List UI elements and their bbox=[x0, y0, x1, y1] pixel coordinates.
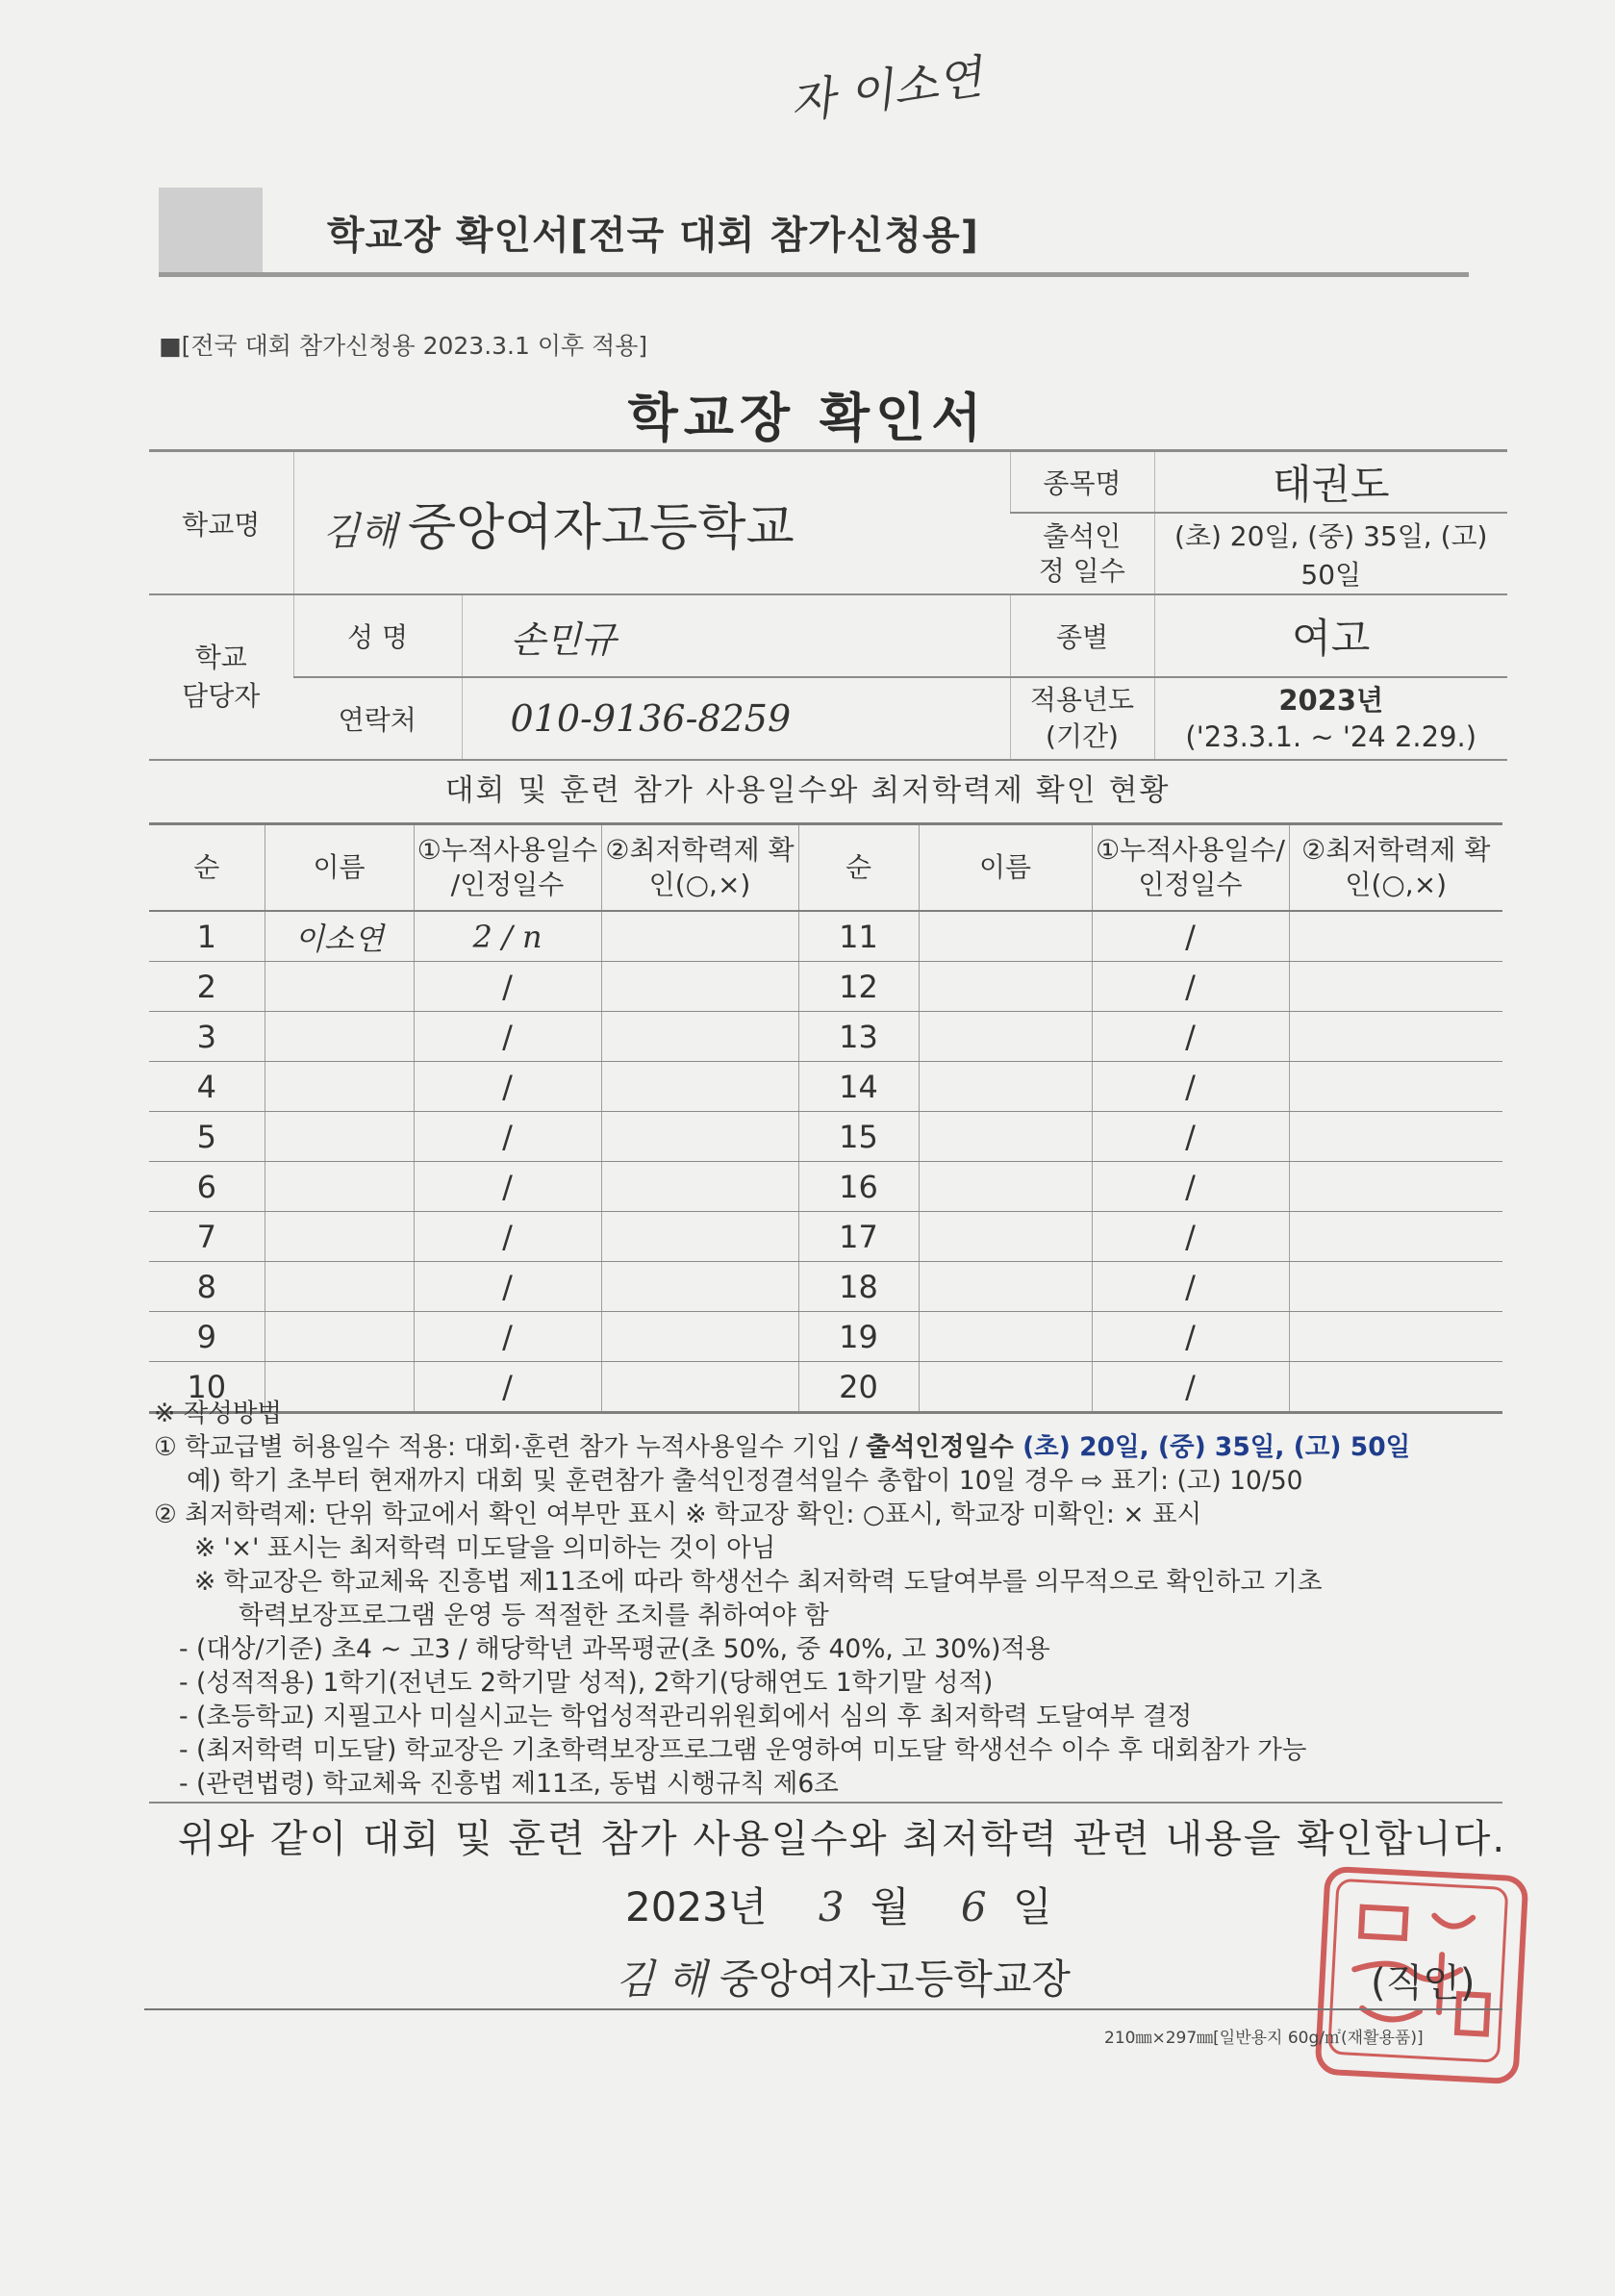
table-row bbox=[149, 911, 1502, 962]
row-check-2 bbox=[1289, 1212, 1502, 1262]
method-line: ② 최저학력제: 단위 학교에서 확인 여부만 표시 ※ 학교장 확인: ○표시, 학교장 미확인: × 표시 bbox=[154, 1500, 1202, 1529]
row-name-2 bbox=[919, 1012, 1092, 1062]
row-days: / bbox=[414, 1312, 601, 1362]
year-value: 2023년 bbox=[1278, 684, 1384, 717]
row-days: / bbox=[414, 1162, 601, 1212]
th-name-2: 이름 bbox=[919, 824, 1092, 912]
school-name-hand: 김해 bbox=[322, 510, 397, 554]
row-number-2: 11 bbox=[798, 911, 919, 962]
header-gray-block bbox=[159, 188, 263, 276]
row-days: / bbox=[414, 1062, 601, 1112]
name-label: 성 명 bbox=[293, 594, 462, 677]
row-name-2 bbox=[919, 1062, 1092, 1112]
row-days-2: / bbox=[1092, 1212, 1289, 1262]
row-check bbox=[601, 1162, 798, 1212]
table-row bbox=[149, 1112, 1502, 1162]
row-days-2: / bbox=[1092, 1162, 1289, 1212]
row-number: 4 bbox=[149, 1062, 265, 1112]
attendance-value: (초) 20일, (중) 35일, (고) 50일 bbox=[1154, 513, 1507, 594]
row-days-2: / bbox=[1092, 1312, 1289, 1362]
row-number-2: 15 bbox=[798, 1112, 919, 1162]
row-number: 3 bbox=[149, 1012, 265, 1062]
date-day-label: 일 bbox=[1012, 1883, 1052, 1930]
row-name-2 bbox=[919, 1112, 1092, 1162]
row-name bbox=[265, 1062, 414, 1112]
row-number: 6 bbox=[149, 1162, 265, 1212]
confirm-text: 위와 같이 대회 및 훈련 참가 사용일수와 최저학력 관련 내용을 확인합니다. bbox=[178, 1817, 1507, 1861]
row-days: / bbox=[414, 1212, 601, 1262]
confirm-rule bbox=[149, 1802, 1502, 1804]
seal-label: (직인) bbox=[1371, 1961, 1476, 2006]
sub-note: ■[전국 대회 참가신청용 2023.3.1 이후 적용] bbox=[159, 332, 648, 360]
th-check: ②최저학력제 확인(○,×) bbox=[601, 824, 798, 912]
row-name bbox=[265, 1112, 414, 1162]
row-number-2: 16 bbox=[798, 1162, 919, 1212]
principal-hand: 김 해 bbox=[616, 1955, 707, 2003]
row-check-2 bbox=[1289, 1012, 1502, 1062]
row-days-2: / bbox=[1092, 1262, 1289, 1312]
type-value: 여고 bbox=[1154, 594, 1507, 677]
method-line: - (대상/기준) 초4 ~ 고3 / 해당학년 과목평균(초 50%, 중 40%, 고 30%)적용 bbox=[179, 1634, 1050, 1664]
row-days: / bbox=[414, 1112, 601, 1162]
writing-method bbox=[154, 1397, 1501, 1801]
table-row bbox=[149, 1162, 1502, 1212]
principal-line bbox=[616, 1948, 1071, 2006]
row-name bbox=[265, 962, 414, 1012]
date-year: 2023년 bbox=[625, 1883, 768, 1930]
year-period: ('23.3.1. ~ '24 2.29.) bbox=[1185, 720, 1477, 753]
row-check bbox=[601, 1212, 798, 1262]
row-days-2: / bbox=[1092, 911, 1289, 962]
table-row bbox=[149, 962, 1502, 1012]
row-name-2 bbox=[919, 1162, 1092, 1212]
table-row bbox=[149, 1012, 1502, 1062]
method-line: ① 학교급별 허용일수 적용: 대회·훈련 참가 누적사용일수 기입 / 출석인정일수 (초) 20일, (중) 35일, (고) 50일 bbox=[154, 1432, 1411, 1462]
contact-value: 010-9136-8259 bbox=[462, 677, 1010, 760]
row-days: / bbox=[414, 1012, 601, 1062]
date-day: 6 bbox=[960, 1883, 987, 1930]
participation-rows bbox=[149, 911, 1502, 1413]
row-number: 9 bbox=[149, 1312, 265, 1362]
type-label: 종별 bbox=[1010, 594, 1154, 677]
th-no-2: 순 bbox=[798, 824, 919, 912]
row-number: 1 bbox=[149, 911, 265, 962]
table-row bbox=[149, 1312, 1502, 1362]
date-month-label: 월 bbox=[870, 1883, 910, 1930]
row-name-2 bbox=[919, 962, 1092, 1012]
table-row bbox=[149, 1212, 1502, 1262]
bottom-rule bbox=[144, 2008, 1502, 2010]
row-number: 10 bbox=[149, 1362, 265, 1413]
doc-title: 학교장 확인서 bbox=[627, 388, 988, 448]
row-number-2: 18 bbox=[798, 1262, 919, 1312]
row-days-2: / bbox=[1092, 1362, 1289, 1413]
participation-table bbox=[149, 822, 1502, 1414]
row-name-2 bbox=[919, 1262, 1092, 1312]
header-bar bbox=[159, 188, 1467, 276]
status-title: 대회 및 훈련 참가 사용일수와 최저학력제 확인 현황 bbox=[444, 773, 1171, 808]
row-name bbox=[265, 1312, 414, 1362]
row-number-2: 19 bbox=[798, 1312, 919, 1362]
table-row bbox=[149, 1062, 1502, 1112]
method-line: - (최저학력 미도달) 학교장은 기초학력보장프로그램 운영하여 미도달 학생선수 이수 후 대회참가 가능 bbox=[179, 1735, 1307, 1765]
row-check bbox=[601, 911, 798, 962]
row-days-2: / bbox=[1092, 1112, 1289, 1162]
row-days-2: / bbox=[1092, 1012, 1289, 1062]
row-check-2 bbox=[1289, 1312, 1502, 1362]
school-label: 학교명 bbox=[149, 451, 293, 595]
method-line: - (관련법령) 학교체육 진흥법 제11조, 동법 시행규칙 제6조 bbox=[179, 1769, 839, 1799]
year-label: 적용년도 (기간) bbox=[1010, 677, 1154, 760]
method-title: ※ 작성방법 bbox=[154, 1399, 283, 1428]
date-line bbox=[625, 1876, 1052, 1933]
school-name-cell bbox=[293, 451, 1010, 595]
method-line: - (성적적용) 1학기(전년도 2학기말 성적), 2학기(당해연도 1학기말 성적) bbox=[179, 1668, 994, 1698]
th-check-2: ②최저학력제 확인(○,×) bbox=[1289, 824, 1502, 912]
method-line: - (초등학교) 지필고사 미실시교는 학업성적관리위원회에서 심의 후 최저학력 도달여부 결정 bbox=[179, 1702, 1193, 1731]
row-check bbox=[601, 1012, 798, 1062]
handwritten-top-note: 자 이소연 bbox=[786, 50, 986, 131]
row-number-2: 17 bbox=[798, 1212, 919, 1262]
row-check-2 bbox=[1289, 962, 1502, 1012]
th-days: ①누적사용일수 /인정일수 bbox=[414, 824, 601, 912]
principal-print: 중앙여자고등학교장 bbox=[719, 1955, 1072, 2003]
method-line: ※ 학교장은 학교체육 진흥법 제11조에 따라 학생선수 최저학력 도달여부를 의무적으로 확인하고 기초 bbox=[194, 1567, 1323, 1597]
row-name-2 bbox=[919, 911, 1092, 962]
row-name bbox=[265, 1212, 414, 1262]
row-number: 8 bbox=[149, 1262, 265, 1312]
row-check-2 bbox=[1289, 1112, 1502, 1162]
row-name: 이소연 bbox=[265, 911, 414, 962]
year-cell bbox=[1154, 677, 1507, 760]
row-number-2: 20 bbox=[798, 1362, 919, 1413]
row-name bbox=[265, 1012, 414, 1062]
row-check-2 bbox=[1289, 1262, 1502, 1312]
row-days: 2 / n bbox=[414, 911, 601, 962]
row-days: / bbox=[414, 1362, 601, 1413]
table-row bbox=[149, 1262, 1502, 1312]
row-days: / bbox=[414, 1262, 601, 1312]
row-check bbox=[601, 1262, 798, 1312]
th-name: 이름 bbox=[265, 824, 414, 912]
row-number: 5 bbox=[149, 1112, 265, 1162]
row-check-2 bbox=[1289, 911, 1502, 962]
header-title: 학교장 확인서[전국 대회 참가신청용] bbox=[327, 214, 979, 258]
row-number: 7 bbox=[149, 1212, 265, 1262]
contact-label: 연락처 bbox=[293, 677, 462, 760]
row-name-2 bbox=[919, 1312, 1092, 1362]
row-days-2: / bbox=[1092, 1062, 1289, 1112]
row-check bbox=[601, 1112, 798, 1162]
row-check bbox=[601, 962, 798, 1012]
info-table bbox=[149, 449, 1507, 761]
row-number-2: 13 bbox=[798, 1012, 919, 1062]
manager-label: 학교 담당자 bbox=[149, 594, 293, 760]
row-check bbox=[601, 1062, 798, 1112]
method-line: 예) 학기 초부터 현재까지 대회 및 훈련참가 출석인정결석일수 총합이 10일 경우 ⇨ 표기: (고) 10/50 bbox=[187, 1466, 1303, 1496]
event-value: 태권도 bbox=[1154, 451, 1507, 514]
name-value: 손민규 bbox=[462, 594, 1010, 677]
row-name bbox=[265, 1162, 414, 1212]
row-days-2: / bbox=[1092, 962, 1289, 1012]
method-line: 학력보장프로그램 운영 등 적절한 조치를 취하여야 함 bbox=[239, 1601, 829, 1630]
row-number-2: 12 bbox=[798, 962, 919, 1012]
th-days-2: ①누적사용일수/ 인정일수 bbox=[1092, 824, 1289, 912]
paper-spec-footer: 210㎜×297㎜[일반용지 60g/㎡(재활용품)] bbox=[1104, 2029, 1424, 2048]
method-line: ※ '×' 표시는 최저학력 미도달을 의미하는 것이 아님 bbox=[194, 1533, 776, 1563]
school-name-print: 중앙여자고등학교 bbox=[407, 499, 795, 557]
header-rule bbox=[159, 272, 1469, 277]
row-number-2: 14 bbox=[798, 1062, 919, 1112]
row-check-2 bbox=[1289, 1062, 1502, 1112]
attendance-label: 출석인정 일수 bbox=[1010, 513, 1154, 594]
th-no: 순 bbox=[149, 824, 265, 912]
row-name bbox=[265, 1262, 414, 1312]
event-label: 종목명 bbox=[1010, 451, 1154, 514]
row-check-2 bbox=[1289, 1162, 1502, 1212]
row-number: 2 bbox=[149, 962, 265, 1012]
row-check bbox=[601, 1312, 798, 1362]
row-days: / bbox=[414, 962, 601, 1012]
date-month: 3 bbox=[818, 1883, 845, 1930]
row-name-2 bbox=[919, 1212, 1092, 1262]
